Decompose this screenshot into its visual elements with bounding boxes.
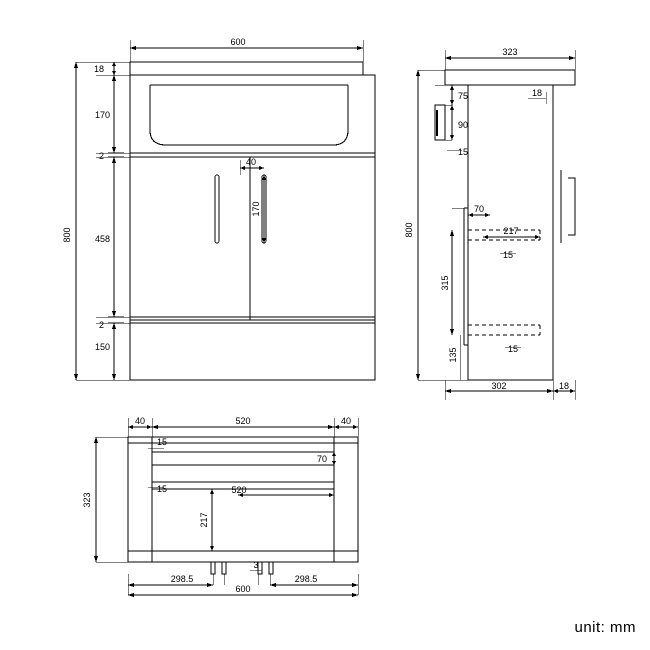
dim-side-top-edge: 18 [531,88,543,98]
dim-plan-offset-15b: 15 [156,484,168,494]
dim-side-depth: 323 [502,47,518,57]
dim-side-inner-height: 315 [440,275,450,291]
dim-plan-inner-width: 520 [235,416,251,426]
dim-front-door-height: 458 [94,234,110,244]
side-view [435,70,575,380]
dim-front-basin-height: 170 [94,110,110,120]
dim-front-top-lip: 18 [93,64,104,74]
dim-front-handle-length: 170 [251,201,261,217]
dim-plan-foot-gap: 3 [253,560,259,570]
dim-plan-foot-left: 298.5 [170,574,194,584]
dim-side-total-height: 800 [404,222,414,238]
dim-side-top-back: 75 [458,91,469,101]
dim-side-rail-offset: 15 [458,147,469,157]
dim-plan-foot-right: 298.5 [294,574,318,584]
dim-plan-offset-70: 70 [316,454,328,464]
dim-front-width: 600 [230,37,246,47]
dim-front-total-height: 800 [62,227,72,243]
dim-front-handle-offset: 40 [245,157,257,167]
dim-plan-overall-width: 600 [235,584,251,594]
dim-front-gap-a: 2 [98,151,104,161]
dim-side-shelf-depth: 217 [503,226,519,236]
dim-side-back-rail: 90 [458,120,469,130]
dim-plan-shelf-depth: 217 [199,512,209,528]
dim-plan-depth: 323 [82,492,92,508]
dim-side-shelf-offset: 70 [473,204,485,214]
dim-front-drawer-height: 150 [94,342,110,352]
front-view [130,62,375,380]
dim-plan-left-edge: 40 [134,416,146,426]
dim-plan-offset-15a: 15 [156,437,168,447]
dim-side-base-edge: 18 [558,381,570,391]
dim-plan-right-edge: 40 [340,416,352,426]
dim-plan-shelf-width: 520 [231,485,247,495]
dim-side-lower-height: 135 [448,347,458,363]
unit-note: unit: mm [574,619,636,636]
dim-front-gap-b: 2 [98,320,104,330]
dim-side-base-depth: 302 [491,381,507,391]
dim-side-shelf-gap: 15 [502,250,514,260]
dim-side-lower-gap: 15 [507,344,519,354]
